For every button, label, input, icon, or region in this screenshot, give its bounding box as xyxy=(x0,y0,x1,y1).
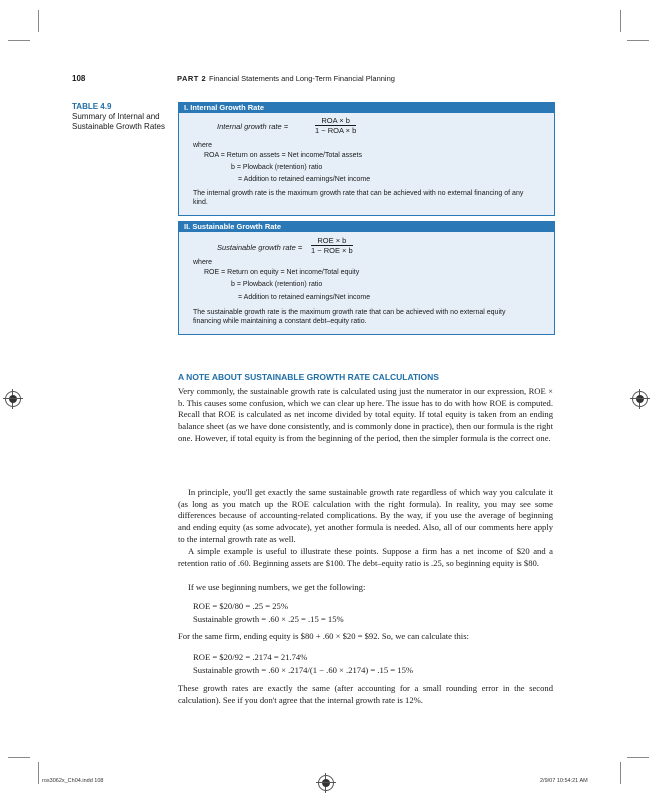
sustainable-formula-lhs: Sustainable growth rate = xyxy=(217,243,303,252)
sustainable-growth-box xyxy=(178,221,555,335)
equation: Sustainable growth = .60 × .2174/(1 − .60 × .2174) = .15 = 15% xyxy=(193,665,414,675)
table-number: TABLE 4.9 xyxy=(72,102,112,111)
internal-description: The internal growth rate is the maximum growth rate that can be achieved with no external financing of any kind. xyxy=(193,190,524,206)
paragraph: A simple example is useful to illustrate these points. Suppose a firm has a net income of $20 and a retention ratio of .60. Beginning assets are $100. The debt–equity ratio is .25, so beginning equity is $80. xyxy=(178,546,553,568)
table-caption xyxy=(72,102,172,132)
plowback-definition-alt: = Addition to retained earnings/Net income xyxy=(238,176,371,183)
internal-growth-heading: I. Internal Growth Rate xyxy=(179,103,554,113)
paragraph: If we use beginning numbers, we get the following: xyxy=(188,582,366,592)
internal-formula-fraction xyxy=(315,116,356,135)
page-number: 108 xyxy=(72,74,86,83)
section-heading: A NOTE ABOUT SUSTAINABLE GROWTH RATE CALCULATIONS xyxy=(178,372,439,382)
timestamp-slug: 2/9/07 10:54:21 AM xyxy=(540,778,588,784)
internal-formula-lhs: Internal growth rate = xyxy=(217,122,289,131)
plowback-definition: b = Plowback (retention) ratio xyxy=(231,281,323,288)
crop-mark xyxy=(8,757,30,758)
file-slug: ros3062x_Ch04.indd 108 xyxy=(42,778,104,784)
paragraph: For the same firm, ending equity is $80 + .60 × $20 = $92. So, we can calculate this: xyxy=(178,631,469,641)
roa-definition: ROA = Return on assets = Net income/Total assets xyxy=(204,152,362,159)
sustainable-formula-fraction xyxy=(311,236,353,255)
crop-mark xyxy=(627,40,649,41)
roe-definition: ROE = Return on equity = Net income/Total equity xyxy=(204,269,360,276)
internal-denominator: 1 − ROA × b xyxy=(315,126,357,135)
plowback-definition: b = Plowback (retention) ratio xyxy=(231,164,323,171)
where-label: where xyxy=(193,259,213,266)
sustainable-growth-heading: II. Sustainable Growth Rate xyxy=(179,222,554,232)
sustainable-denominator: 1 − ROE × b xyxy=(311,246,353,255)
equation: ROE = $20/80 = .25 = 25% xyxy=(193,601,288,611)
crop-mark xyxy=(38,762,39,784)
registration-mark-icon xyxy=(5,391,21,407)
internal-numerator: ROA × b xyxy=(315,116,356,126)
where-label: where xyxy=(193,142,213,149)
crop-mark xyxy=(8,40,30,41)
part-label: PART 2 xyxy=(177,74,207,83)
paragraph: These growth rates are exactly the same (after accounting for a small rounding error in the second calculation). See if you don't agree that the internal growth rate is 12%. xyxy=(178,683,553,705)
plowback-definition-alt: = Addition to retained earnings/Net income xyxy=(238,294,371,301)
internal-growth-box xyxy=(178,102,555,216)
table-caption-text: Summary of Internal and Sustainable Growth Rates xyxy=(72,112,165,131)
crop-mark xyxy=(627,757,649,758)
registration-mark-icon xyxy=(632,391,648,407)
crop-mark xyxy=(620,762,621,784)
sustainable-description: The sustainable growth rate is the maximum growth rate that can be achieved with no external equity financing while maintaining a constant debt–equity ratio. xyxy=(193,309,506,325)
crop-mark xyxy=(620,10,621,32)
registration-mark-icon xyxy=(318,775,334,791)
sustainable-numerator: ROE × b xyxy=(311,236,353,246)
equation: ROE = $20/92 = .2174 = 21.74% xyxy=(193,652,308,662)
paragraph: In principle, you'll get exactly the same sustainable growth rate regardless of which way you calculate it (as long as you match up the ROE calculation with the right formula). In reality, you may see some differences because of accounting-related complications. By the way, if you use the average of beginning and ending equity (as some advocate), yet another formula is needed. Also, all of our comments here apply to the internal growth rate as well. xyxy=(178,487,553,544)
equation: Sustainable growth = .60 × .25 = .15 = 15% xyxy=(193,614,344,624)
crop-mark xyxy=(38,10,39,32)
part-title: Financial Statements and Long-Term Financial Planning xyxy=(209,74,395,83)
paragraph: Very commonly, the sustainable growth rate is calculated using just the numerator in our expression, ROE × b. This causes some confusion, which we can clear up here. The issue has to do with how ROE is computed. Recall that ROE is calculated as net income divided by total equity. If total equity is taken from an ending balance sheet (as we have done consistently, and is commonly done in practice), then our formula is the right one. However, if total equity is from the beginning of the period, then the simpler formula is the correct one. xyxy=(178,386,553,443)
